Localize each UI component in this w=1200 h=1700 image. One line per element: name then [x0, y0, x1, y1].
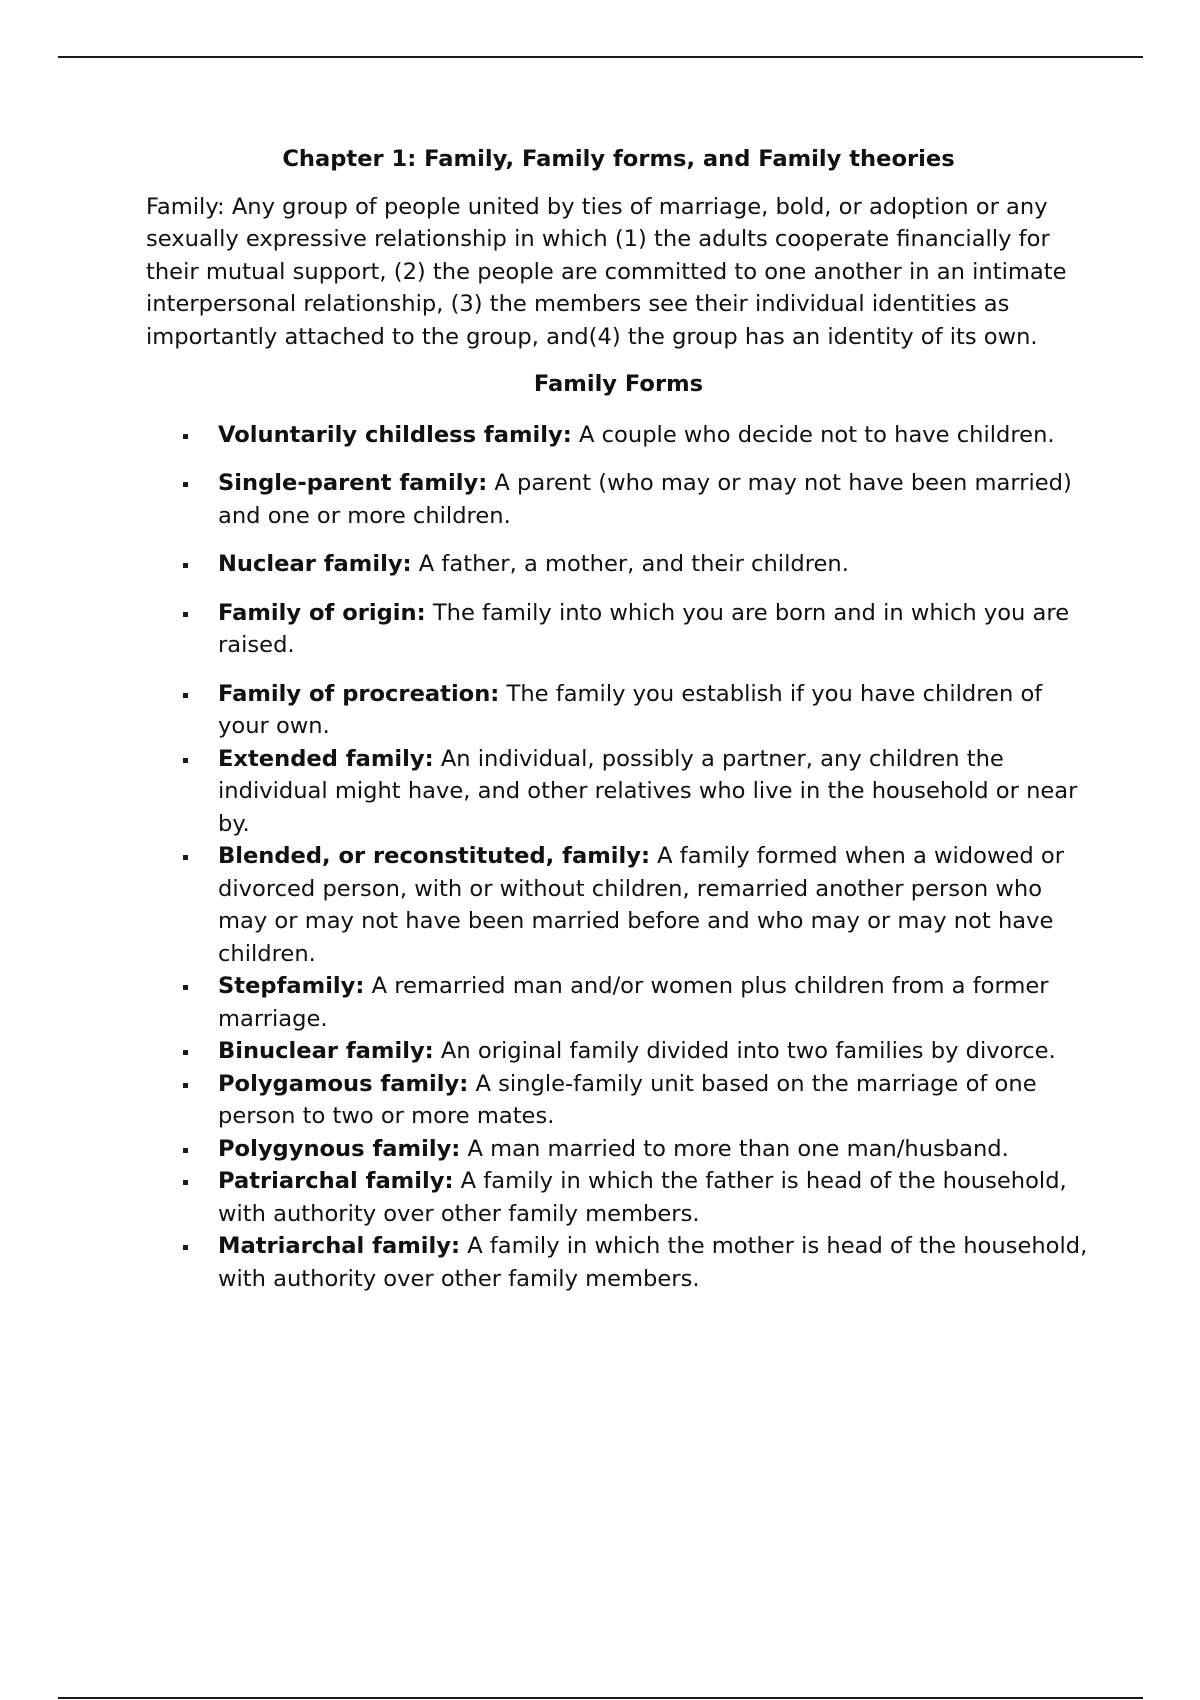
bullet-icon	[183, 1050, 188, 1055]
term: Polygamous family:	[218, 1070, 469, 1097]
bullet-icon	[183, 758, 188, 763]
description: A single-family unit based on the marriage of one person to two or more mates.	[218, 1070, 1037, 1129]
list-item	[146, 678, 1091, 743]
family-definition: Family: Any group of people united by ties of marriage, bold, or adoption or any sexually expressive relationship in which (1) the adults cooperate financially for their mutual support, (2) the people are committed to one another in an intimate interpersonal relationship, (3) the members see their individual identities as importantly attached to the group, and(4) the group has an identity of its own.	[146, 193, 1067, 350]
bullet-icon	[183, 563, 188, 568]
description: A family in which the father is head of the household, with authority over other family members.	[218, 1168, 1067, 1227]
term: Patriarchal family:	[218, 1168, 454, 1194]
description: An individual, possibly a partner, any children the individual might have, and other relatives who live in the household or near by.	[218, 745, 1078, 837]
bullet-icon	[183, 482, 188, 487]
term: Stepfamily:	[218, 973, 365, 999]
list-item	[146, 467, 1091, 532]
list-item	[146, 743, 1091, 841]
family-forms-list	[146, 419, 1091, 1296]
list-item	[146, 970, 1091, 1035]
term: Family of origin:	[218, 599, 426, 626]
top-rule	[58, 56, 1143, 58]
list-item	[146, 1133, 1091, 1166]
list-item	[146, 840, 1091, 970]
bullet-icon	[183, 693, 188, 698]
bullet-icon	[183, 1245, 188, 1250]
list-item	[146, 1165, 1091, 1230]
family-forms-heading: Family Forms	[533, 371, 704, 397]
list-item	[146, 548, 1091, 581]
description: A family formed when a widowed or divorced person, with or without children, remarried another person who may or may not have been married before and who may or may not have children.	[218, 843, 1064, 967]
bullet-icon	[183, 1148, 188, 1153]
bullet-icon	[183, 985, 188, 990]
term: Nuclear family:	[218, 551, 412, 577]
term: Extended family:	[218, 745, 434, 772]
bottom-rule	[58, 1697, 1143, 1699]
list-item	[146, 419, 1091, 452]
description: A parent (who may or may not have been married) and one or more children.	[218, 470, 1072, 529]
term: Blended, or reconstituted, family:	[218, 843, 650, 869]
description: An original family divided into two families by divorce.	[440, 1038, 1056, 1064]
bullet-icon	[183, 434, 188, 439]
description: The family you establish if you have children of your own.	[218, 680, 1043, 739]
description: A father, a mother, and their children.	[418, 551, 849, 577]
bullet-icon	[183, 1083, 188, 1088]
term: Binuclear family:	[218, 1038, 434, 1064]
term: Single-parent family:	[218, 470, 488, 496]
list-item	[146, 1068, 1091, 1133]
description: A remarried man and/or women plus children from a former marriage.	[218, 973, 1049, 1032]
term: Family of procreation:	[218, 680, 500, 707]
description: A couple who decide not to have children.	[579, 421, 1055, 448]
bullet-icon	[183, 855, 188, 860]
term: Polygynous family:	[218, 1135, 461, 1162]
term: Voluntarily childless family:	[218, 421, 572, 448]
chapter-title: Chapter 1: Family, Family forms, and Family theories	[282, 146, 955, 172]
description: The family into which you are born and in which you are raised.	[218, 599, 1070, 658]
list-item	[146, 1035, 1091, 1068]
description: A family in which the mother is head of the household, with authority over other family members.	[218, 1233, 1088, 1292]
document-body	[146, 143, 1091, 1295]
description: A man married to more than one man/husband.	[467, 1135, 1009, 1162]
bullet-icon	[183, 612, 188, 617]
list-item	[146, 597, 1091, 662]
bullet-icon	[183, 1180, 188, 1185]
list-item	[146, 1230, 1091, 1295]
term: Matriarchal family:	[218, 1233, 461, 1259]
